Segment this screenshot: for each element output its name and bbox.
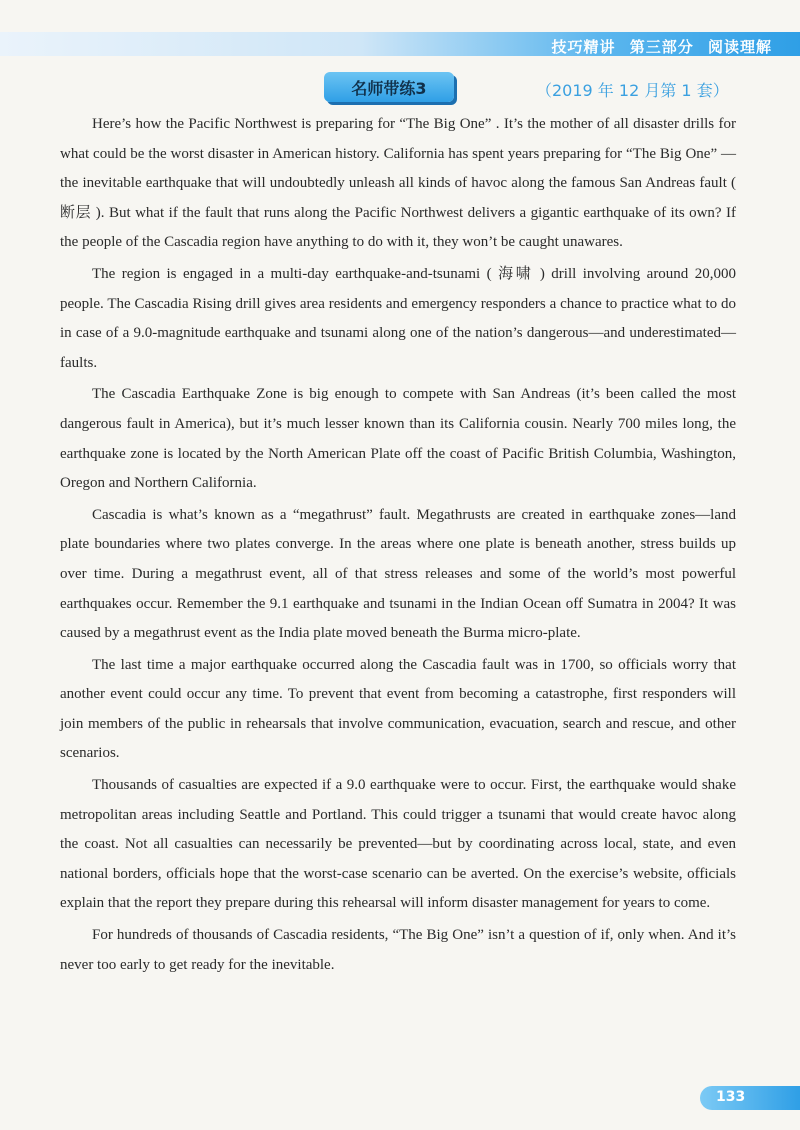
reading-passage — [60, 110, 736, 982]
practice-badge — [324, 72, 454, 102]
paragraph: The Cascadia Earthquake Zone is big enough to compete with San Andreas (it’s been called the most dangerous fault in America), but it’s much lesser known than its California cousin. Nearly 700 miles long, the earthquake zone is located by the North American Plate off the coast of Pacific British Columbia, Washington, Oregon and Northern California. — [60, 386, 736, 492]
section-header: 技巧精讲 第三部分 阅读理解 — [551, 38, 772, 56]
paragraph: Thousands of casualties are expected if a 9.0 earthquake were to occur. First, the earthquake would shake metropolitan areas including Seattle and Portland. This could trigger a tsunami that would create havoc along the coast. Not all casualties can necessarily be prevented—but by coordinating across local, state, and even national borders, officials hope that the worst-case scenario can be averted. On the exercise’s website, officials explain that the report they prepare during this rehearsal will inform disaster management for years to come. — [60, 777, 736, 912]
paragraph: The region is engaged in a multi-day earthquake-and-tsunami ( 海啸 ) drill involving around 20,000 people. The Cascadia Rising drill gives area residents and emergency responders a chance to practice what to do in case of a 9.0-magnitude earthquake and tsunami along one of the nation’s dangerous—and underestimated—faults. — [60, 265, 736, 371]
paragraph: For hundreds of thousands of Cascadia residents, “The Big One” isn’t a question of if, only when. And it’s never too early to get ready for the inevitable. — [60, 927, 736, 973]
page-number-tab — [700, 1086, 800, 1110]
paragraph: The last time a major earthquake occurred along the Cascadia fault was in 1700, so officials worry that another event could occur any time. To prevent that event from becoming a catastrophe, first responders will join members of the public in rehearsals that involve communication, evacuation, search and rescue, and other scenarios. — [60, 656, 736, 762]
paragraph: Here’s how the Pacific Northwest is preparing for “The Big One” . It’s the mother of all disaster drills for what could be the worst disaster in American history. California has spent years preparing for “The Big One” —the inevitable earthquake that will undoubtedly unleash all kinds of havoc along the famous San Andreas fault ( 断层 ). But what if the fault that runs along the Pacific Northwest delivers a gigantic earthquake of its own? If the people of the Cascadia region have anything to do with it, they won’t be caught unawares. — [60, 116, 736, 251]
badge-label: 名师带练3 — [351, 78, 427, 98]
paragraph: Cascadia is what’s known as a “megathrust” fault. Megathrusts are created in earthquake zones—land plate boundaries where two plates converge. In the areas where one plate is beneath another, stress builds up over time. During a megathrust event, all of that stress releases and some of the world’s most powerful earthquakes occur. Remember the 9.1 earthquake and tsunami in the Indian Ocean off Sumatra in 2004? It was caused by a megathrust event as the India plate moved beneath the Burma micro-plate. — [60, 506, 736, 642]
exam-set-note: （2019 年 12 月第 1 套） — [536, 81, 729, 100]
page-number: 133 — [716, 1089, 746, 1105]
